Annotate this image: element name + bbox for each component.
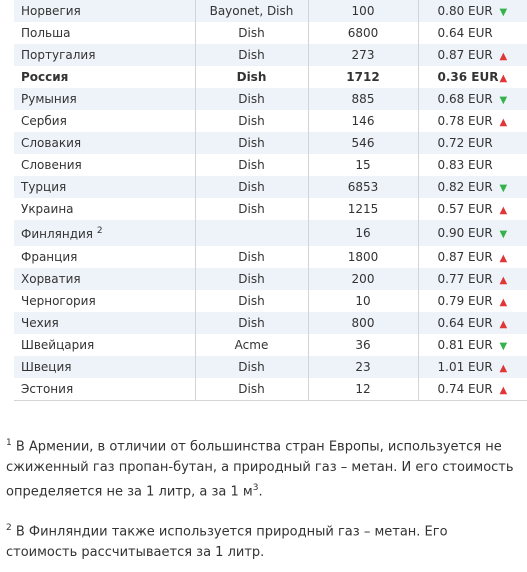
price-value: 0.72 EUR	[437, 136, 493, 150]
connector-cell: Dish	[195, 132, 308, 154]
country-name: Франция	[21, 250, 78, 264]
country-cell	[14, 378, 195, 401]
country-cell	[14, 44, 195, 66]
footnote-marker: 2	[6, 523, 12, 533]
chevron-up-icon: ▲	[499, 205, 508, 216]
country-name: Финляндия	[21, 226, 94, 241]
table-row	[14, 268, 527, 290]
footnote-text: В Финляндии также используется природный газ – метан. Его стоимость рассчитывается за 1 литр.	[6, 524, 448, 561]
price-value: 1.01 EUR	[437, 360, 493, 374]
chevron-up-icon: ▲	[499, 51, 508, 62]
price-value: 0.77 EUR	[437, 272, 493, 286]
connector-cell: Dish	[195, 88, 308, 110]
connector-cell: Dish	[195, 356, 308, 378]
country-name: Швейцария	[21, 338, 95, 352]
price-value: 0.81 EUR	[437, 338, 493, 352]
price-cell	[418, 22, 527, 44]
connector-cell: Dish	[195, 268, 308, 290]
station-count-cell: 1800	[308, 246, 418, 268]
footnote-2	[6, 518, 521, 563]
connector-cell: Dish	[195, 110, 308, 132]
country-name: Турция	[21, 180, 67, 194]
table-row	[14, 110, 527, 132]
country-cell	[14, 176, 195, 198]
country-name: Сербия	[21, 114, 67, 128]
country-name: Россия	[21, 70, 69, 84]
price-cell	[418, 110, 527, 132]
price-value: 0.78 EUR	[437, 114, 493, 128]
table-row	[14, 334, 527, 356]
price-cell	[418, 88, 527, 110]
price-value: 0.36 EUR	[437, 70, 499, 84]
country-cell	[14, 154, 195, 176]
chevron-down-icon: ▼	[499, 183, 508, 194]
price-cell	[418, 176, 527, 198]
price-cell	[418, 246, 527, 268]
station-count-cell: 1215	[308, 198, 418, 220]
table-row	[14, 356, 527, 378]
station-count-cell: 10	[308, 290, 418, 312]
price-value: 0.82 EUR	[437, 180, 493, 194]
price-cell	[418, 44, 527, 66]
price-value: 0.74 EUR	[437, 382, 493, 396]
country-cell	[14, 356, 195, 378]
chevron-down-icon: ▼	[499, 341, 508, 352]
country-cell	[14, 88, 195, 110]
station-count-cell: 273	[308, 44, 418, 66]
price-cell	[418, 0, 527, 22]
country-cell	[14, 0, 195, 22]
chevron-up-icon: ▲	[499, 297, 508, 308]
station-count-cell: 546	[308, 132, 418, 154]
chevron-up-icon: ▲	[499, 253, 508, 264]
station-count-cell: 12	[308, 378, 418, 401]
station-count-cell: 200	[308, 268, 418, 290]
price-value: 0.83 EUR	[437, 158, 493, 172]
lpg-price-table	[14, 0, 527, 401]
station-count-cell: 23	[308, 356, 418, 378]
connector-cell: Dish	[195, 290, 308, 312]
price-cell	[418, 198, 527, 220]
country-cell	[14, 198, 195, 220]
station-count-cell: 800	[308, 312, 418, 334]
price-value: 0.87 EUR	[437, 48, 493, 62]
station-count-cell: 885	[308, 88, 418, 110]
station-count-cell: 6800	[308, 22, 418, 44]
price-cell	[418, 312, 527, 334]
country-cell	[14, 110, 195, 132]
country-cell	[14, 290, 195, 312]
table-row	[14, 44, 527, 66]
country-name: Словакия	[21, 136, 82, 150]
country-cell	[14, 220, 195, 246]
price-value: 0.79 EUR	[437, 294, 493, 308]
country-name: Швеция	[21, 360, 72, 374]
connector-cell: Dish	[195, 176, 308, 198]
table-row	[14, 220, 527, 246]
station-count-cell: 146	[308, 110, 418, 132]
country-name: Хорватия	[21, 272, 81, 286]
country-name: Украина	[21, 202, 74, 216]
price-value: 0.64 EUR	[437, 316, 493, 330]
price-table-body	[14, 0, 527, 401]
connector-cell: Dish	[195, 66, 308, 88]
connector-cell	[195, 220, 308, 246]
country-name: Норвегия	[21, 4, 81, 18]
station-count-cell: 100	[308, 0, 418, 22]
connector-cell: Acme	[195, 334, 308, 356]
country-cell	[14, 334, 195, 356]
country-name: Черногория	[21, 294, 96, 308]
country-cell	[14, 268, 195, 290]
price-value: 0.90 EUR	[437, 226, 493, 240]
chevron-up-icon: ▲	[499, 363, 508, 374]
table-row	[14, 246, 527, 268]
station-count-cell: 1712	[308, 66, 418, 88]
price-value: 0.68 EUR	[437, 92, 493, 106]
footnote-ref: 2	[96, 225, 103, 236]
connector-cell: Dish	[195, 154, 308, 176]
connector-cell: Dish	[195, 198, 308, 220]
price-cell	[418, 334, 527, 356]
chevron-up-icon: ▲	[499, 73, 508, 84]
table-row	[14, 312, 527, 334]
connector-cell: Dish	[195, 246, 308, 268]
price-cell	[418, 356, 527, 378]
footnote-marker: 1	[6, 438, 12, 448]
table-row	[14, 176, 527, 198]
price-cell	[418, 66, 527, 88]
station-count-cell: 6853	[308, 176, 418, 198]
country-name: Польша	[21, 26, 71, 40]
station-count-cell: 15	[308, 154, 418, 176]
chevron-up-icon: ▲	[499, 117, 508, 128]
country-cell	[14, 312, 195, 334]
price-value: 0.57 EUR	[437, 202, 493, 216]
country-name: Португалия	[21, 48, 96, 62]
table-row	[14, 22, 527, 44]
connector-cell: Dish	[195, 44, 308, 66]
price-value: 0.87 EUR	[437, 250, 493, 264]
price-value: 0.64 EUR	[437, 26, 493, 40]
connector-cell: Dish	[195, 378, 308, 401]
country-cell	[14, 66, 195, 88]
price-table-container	[14, 0, 527, 401]
table-row	[14, 66, 527, 88]
country-cell	[14, 246, 195, 268]
country-name: Румыния	[21, 92, 77, 106]
price-cell	[418, 378, 527, 401]
footnote-1	[6, 433, 521, 503]
chevron-up-icon: ▲	[499, 385, 508, 396]
connector-cell: Dish	[195, 312, 308, 334]
chevron-down-icon: ▼	[499, 95, 508, 106]
table-row	[14, 378, 527, 401]
price-cell	[418, 132, 527, 154]
country-cell	[14, 132, 195, 154]
table-row	[14, 132, 527, 154]
country-name: Чехия	[21, 316, 59, 330]
station-count-cell: 36	[308, 334, 418, 356]
price-cell	[418, 268, 527, 290]
table-row	[14, 0, 527, 22]
table-row	[14, 198, 527, 220]
table-row	[14, 290, 527, 312]
table-row	[14, 88, 527, 110]
country-name: Эстония	[21, 382, 74, 396]
station-count-cell: 16	[308, 220, 418, 246]
footnote-text: В Армении, в отличии от большинства стран Европы, используется не сжиженный газ пропан-бутан, а природный газ – метан. И его стоимость определяется не за 1 литр, а за 1 м	[6, 439, 514, 500]
chevron-up-icon: ▲	[499, 319, 508, 330]
chevron-up-icon: ▲	[499, 275, 508, 286]
country-name: Словения	[21, 158, 82, 172]
country-cell	[14, 22, 195, 44]
price-value: 0.80 EUR	[437, 4, 493, 18]
footnote-tail: .	[258, 484, 263, 500]
connector-cell: Dish	[195, 22, 308, 44]
chevron-down-icon: ▼	[499, 7, 508, 18]
price-cell	[418, 154, 527, 176]
price-cell	[418, 220, 527, 246]
chevron-down-icon: ▼	[499, 229, 508, 240]
price-cell	[418, 290, 527, 312]
table-row	[14, 154, 527, 176]
connector-cell: Bayonet, Dish	[195, 0, 308, 22]
footnote-exponent: 3	[252, 483, 259, 494]
